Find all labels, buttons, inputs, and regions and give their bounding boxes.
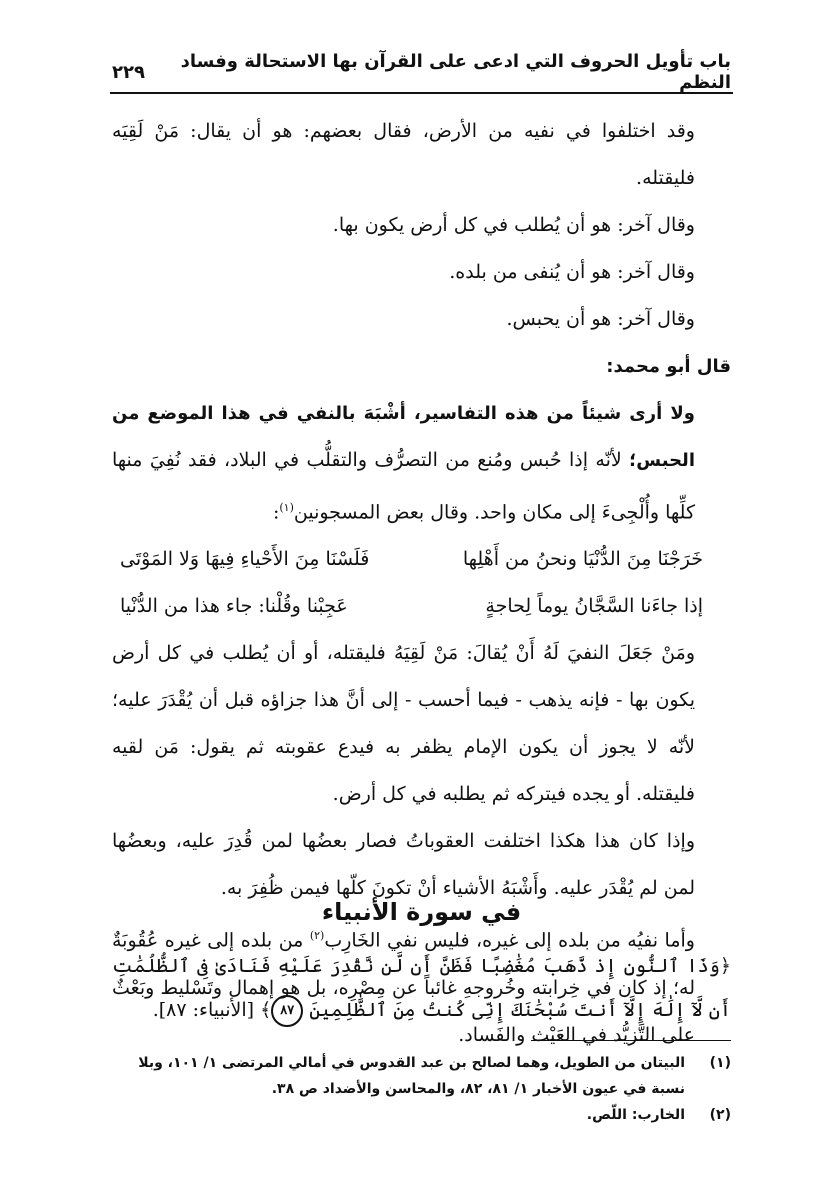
paragraph-4: وقال آخر: هو أن يحبس. [506,308,695,330]
paragraph-6-bold: ولا أرى شيئاً من هذه التفاسير، أشْبَهَ بالنفي في هذا الموضع من الحبس؛ [112,403,695,471]
footnote-1 [112,1050,731,1102]
verse-2-first-hemistich: إذا جاءَنا السَّجَّانُ يوماً لِحاجةٍ [485,595,703,618]
quran-close-bracket: ﴾ [260,999,272,1021]
quran-citation: [الأنبياء: ٨٧]. [152,999,255,1021]
verse-2-second-hemistich: عَجِبْنا وقُلْنا: جاء هذا من الدُّنْيا [120,595,348,618]
quran-open-bracket: ﴿ [719,955,731,977]
header-title: باب تأويل الحروف التي ادعى على القرآن بها الاستحالة وفساد النظم [180,51,731,93]
quran-verse [112,944,731,1032]
footnote-ref-2[interactable]: (٢) [309,929,325,943]
paragraph-3: وقال آخر: هو أن يُنفى من بلده. [449,261,695,283]
verse-1-second-hemistich: فَلَسْنَا مِنَ الأَحْياءِ فِيهَا وَلا المَوْتَى [120,548,370,571]
paragraph-6-text: لأنّه إذا حُبس ومُنع من التصرُّف والتقلُّب في البلاد، فقد نُفِيَ منها كلِّها وأُلْجِىءَ إلى مكان واحد. وقال بعض المسجونين [112,449,695,524]
paragraph-9-text-a: وأما نفيُه من بلده إلى غيره، فليس نفي الخَارِب [324,929,695,952]
abu-muhammad-heading: قال أبو محمد: [606,356,731,377]
footnote-2-text: الخارب: اللّص. [586,1107,685,1123]
verse-line-1 [112,536,731,583]
paragraph-6-end: : [272,501,280,524]
footnote-1-text: البيتان من الطويل، وهما لصالح بن عبد القدوس في أمالي المرتضى ١/ ١٠١، وبلا نسبة في عيون الأخبار ١/ ٨١، ٨٢، والمحاسن والأضداد ص ٣٨. [138,1055,685,1097]
page-number: ٢٢٩ [112,61,145,83]
footnote-rule [531,1040,731,1041]
footnote-2 [112,1102,731,1128]
footnote-ref-1[interactable]: (١) [279,501,294,514]
paragraph-7: ومَنْ جَعَلَ النفيَ لَهُ أَنْ يُقالَ: مَنْ لَقِيَهُ فليقتله، أو أن يُطلب في كل أرض يكون بها - فإنه يذهب - فيما أحسب - إلى أنَّ هذا جزاؤه قبل أن يُقْدَرَ عليه؛ لأنّه لا يجوز أن يكون الإمام يظفر به فيدع عقوبته ثم يقول: مَن لقيه فليقتله. أو يجده فيتركه ثم يطلبه في كل أرض. [112,642,695,806]
verse-line-2 [112,583,731,630]
verse-1-first-hemistich: خَرَجْنَا مِنَ الدُّنْيَا ونحنُ من أَهْلِها [462,548,703,571]
paragraph-1: وقد اختلفوا في نفيه من الأرض، فقال بعضهم: هو أن يقال: مَنْ لَقِيَه فليقتله. [112,120,695,189]
header-rule [110,92,733,94]
section-heading: في سورة الأنبياء [321,898,522,926]
footnote-2-number: (٢) [709,1107,731,1123]
paragraph-9-text-b: من بلده إلى غيره عُقُوبَةٌ له؛ إذ كان في خِرابته وخُروجهِ غائباً عن مِصْرِه، بل هو إهمال وتَسْليط وبَعْثٌ على التَّزيُّد في العَيْث والفَساد. [112,929,695,1046]
footnote-1-number: (١) [709,1055,731,1071]
running-header [112,51,731,93]
paragraph-8: وإذا كان هذا هكذا اختلفت العقوباتُ فصار بعضُها لمن قُدِرَ عليه، وبعضُها لمن لم يُقْدَر عليه. وأَشْبَهُ الأشياء أنْ تكونَ كلّها فيمن ظُفِرَ به. [112,830,695,900]
paragraph-2: وقال آخر: هو أن يُطلب في كل أرض يكون بها. [332,214,695,236]
quran-text: وَذَا ٱلنُّونِ إِذ ذَّهَبَ مُغَٰضِبًا فَظَنَّ أَن لَّن نَّقْدِرَ عَلَيْهِ فَنَادَىٰ فِى ٱلظُّلُمَٰتِ أَن لَّآ إِلَٰهَ إِلَّآ أَنتَ سُبْحَٰنَكَ إِنِّى كُنتُ مِنَ ٱلظَّٰلِمِينَ [112,955,731,1021]
ayah-number-marker: ٨٧ [271,995,303,1027]
paragraph-6 [112,390,731,536]
footnotes [112,1050,731,1128]
